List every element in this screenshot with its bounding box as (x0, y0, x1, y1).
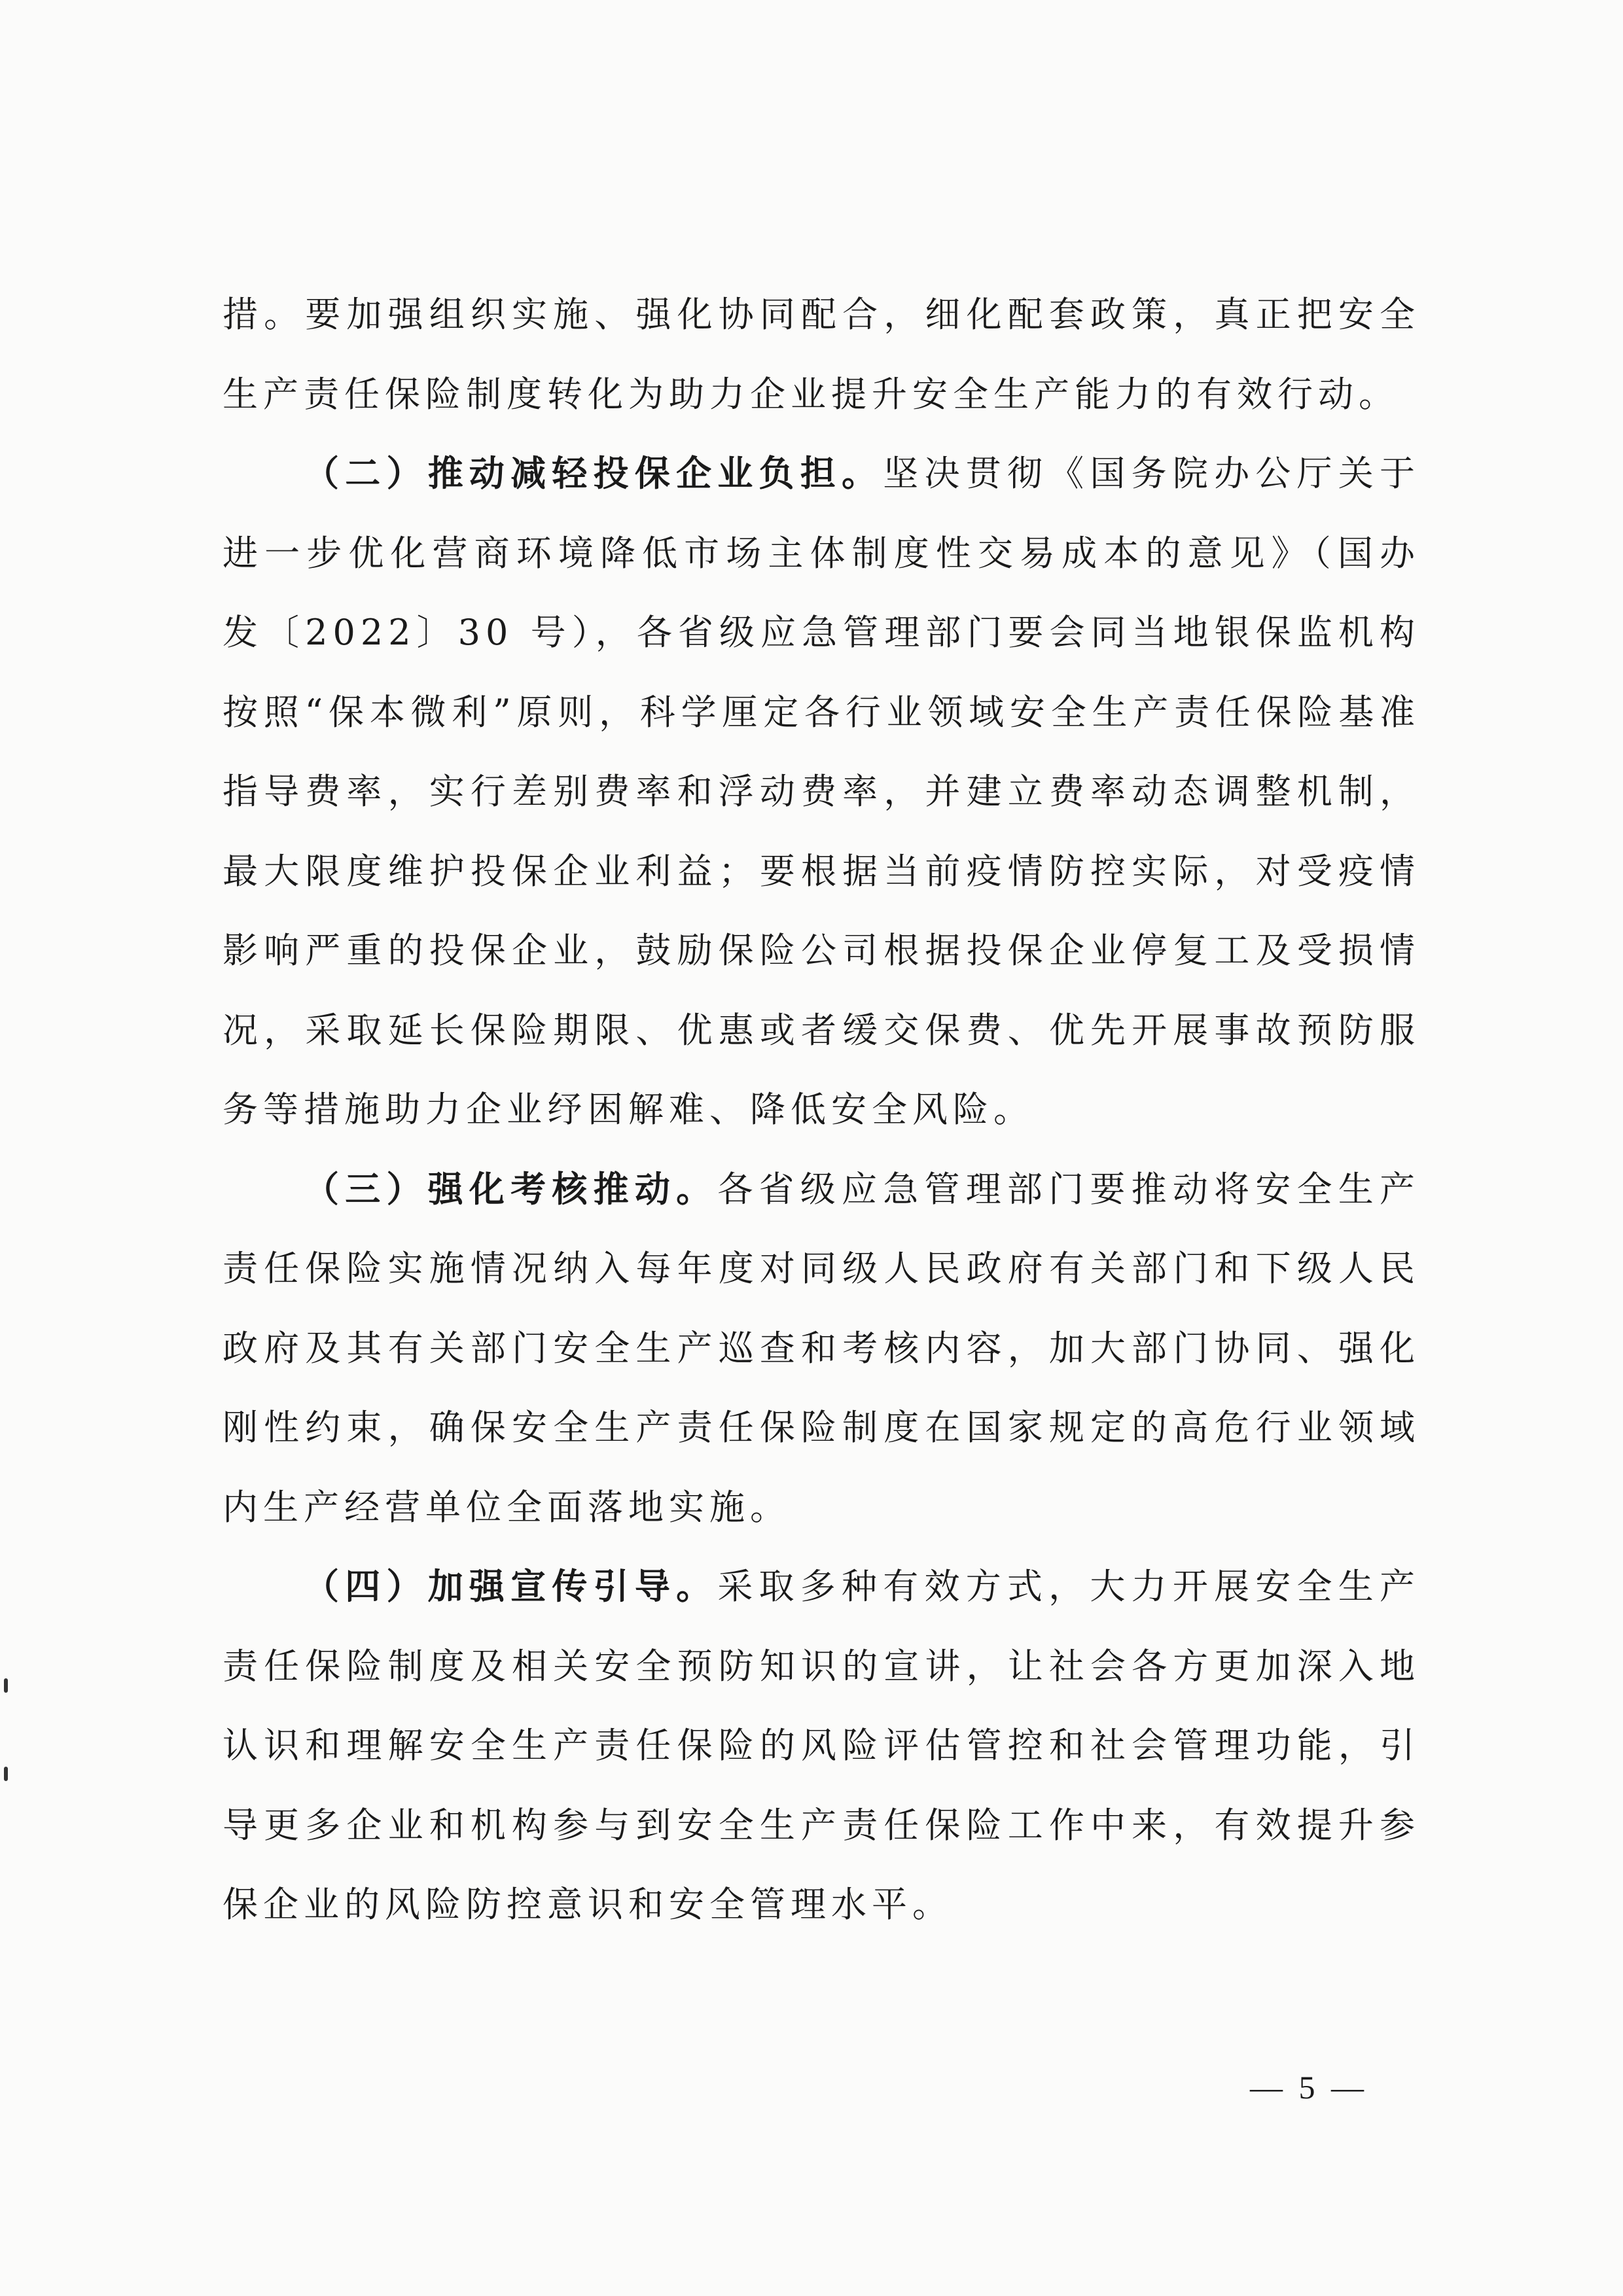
paragraph-text: 采取多种有效方式，大力开展安全生产责任保险制度及相关安全预防知识的宣讲，让社会各方更加深入地认识和理解安全生产责任保险的风险评估管控和社会管理功能，引导更多企业和机构参与到安全生产责任保险工作中来，有效提升参保企业的风险防控意识和安全管理水平。 (223, 1566, 1421, 1925)
paragraph-continuation (223, 275, 1420, 434)
section-heading: （二）推动减轻投保企业负担。 (304, 452, 883, 494)
section-four-paragraph (223, 1547, 1420, 1945)
page-number: — 5 — (1250, 2069, 1368, 2106)
section-three-paragraph (223, 1150, 1420, 1547)
margin-scan-mark (4, 1767, 8, 1781)
paragraph-text: 措。要加强组织实施、强化协同配合，细化配套政策，真正把安全生产责任保险制度转化为助力企业提升安全生产能力的有效行动。 (223, 294, 1420, 415)
section-two-paragraph (223, 434, 1420, 1150)
margin-scan-mark (4, 1678, 8, 1693)
paragraph-text: 各省级应急管理部门要推动将安全生产责任保险实施情况纳入每年度对同级人民政府有关部门和下级人民政府及其有关部门安全生产巡查和考核内容，加大部门协同、强化刚性约束，确保安全生产责任保险制度在国家规定的高危行业领域内生产经营单位全面落地实施。 (223, 1168, 1421, 1528)
section-heading: （三）强化考核推动。 (304, 1167, 718, 1210)
document-body (223, 275, 1420, 1945)
paragraph-text: 坚决贯彻《国务院办公厅关于进一步优化营商环境降低市场主体制度性交易成本的意见》（国办发〔2022〕30 号），各省级应急管理部门要会同当地银保监机构按照“保本微利”原则，科学厘定各行业领域安全生产责任保险基准指导费率，实行差别费率和浮动费率，并建立费率动态调整机制，最大限度维护投保企业利益；要根据当前疫情防控实际，对受疫情影响严重的投保企业，鼓励保险公司根据投保企业停复工及受损情况，采取延长保险期限、优惠或者缓交保费、优先开展事故预防服务等措施助力企业纾困解难、降低安全风险。 (223, 453, 1421, 1130)
section-heading: （四）加强宣传引导。 (304, 1565, 718, 1607)
